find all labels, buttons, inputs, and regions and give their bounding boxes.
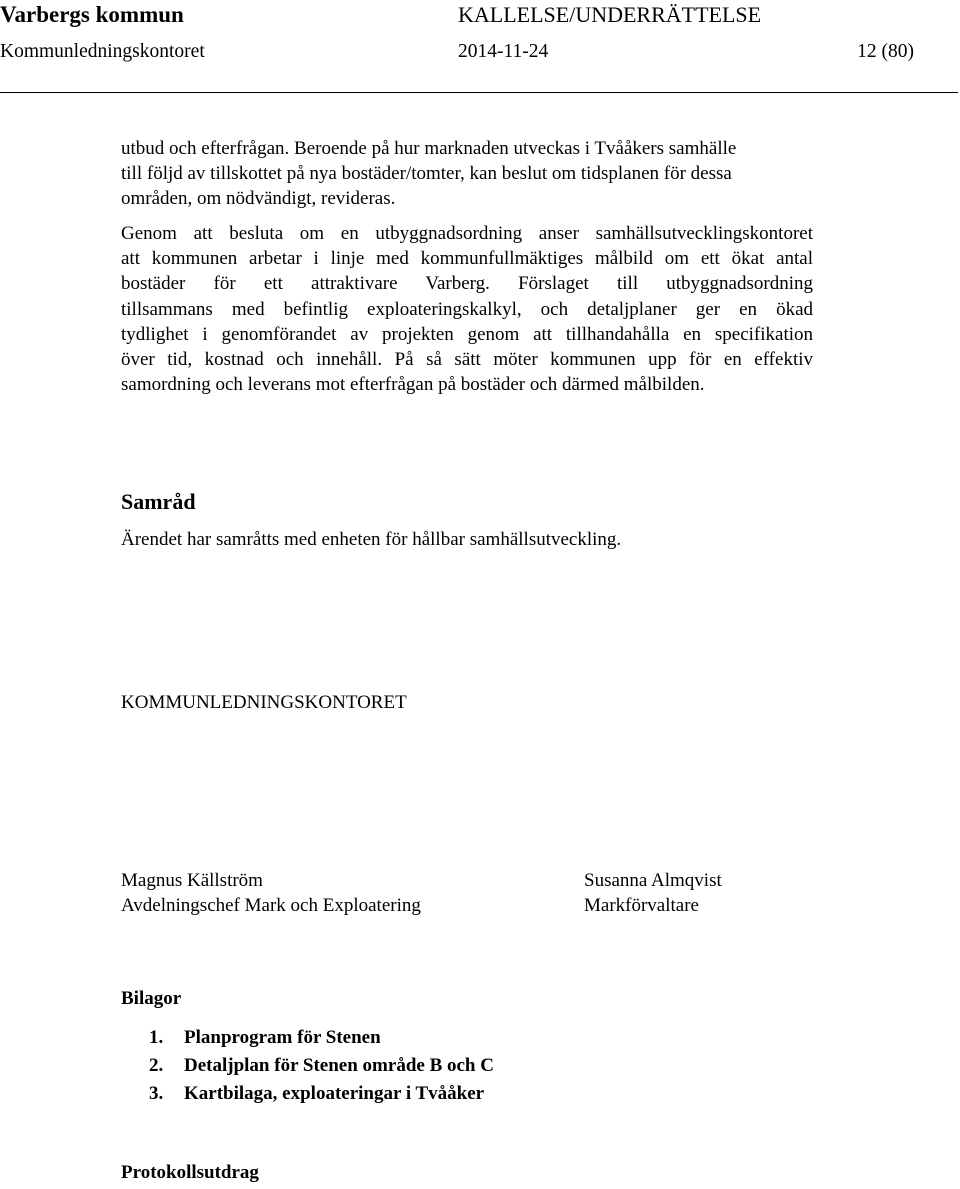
paragraph-line: Genom att besluta om en utbyggnadsordning anser samhällsutvecklingskontoret [121, 223, 813, 244]
paragraph-line: områden, om nödvändigt, revideras. [121, 188, 396, 210]
signatory-left-name: Magnus Källström [121, 870, 263, 891]
paragraph-line: tydlighet i genomförandet av projekten genom att tillhandahålla en specifikation [121, 323, 813, 345]
paragraph-line: att kommunen arbetar i linje med kommunfullmäktiges målbild om ett ökat antal [121, 248, 813, 270]
document-type: KALLELSE/UNDERRÄTTELSE [458, 2, 762, 27]
attachment-label: Kartbilaga, exploateringar i Tvååker [184, 1083, 485, 1104]
attachment-label: Detaljplan för Stenen område B och C [184, 1055, 494, 1076]
signatory-right-title: Markförvaltare [584, 895, 699, 916]
attachment-number: 2. [149, 1055, 164, 1076]
document-date: 2014-11-24 [458, 41, 549, 62]
paragraph-line: utbud och efterfrågan. Beroende på hur marknaden utveckas i Tvååkers samhälle [121, 138, 737, 159]
header-divider [0, 92, 958, 93]
office-name: KOMMUNLEDNINGSKONTORET [121, 692, 407, 713]
attachment-label: Planprogram för Stenen [184, 1027, 381, 1048]
samrad-heading: Samråd [121, 489, 196, 514]
attachment-item [149, 1052, 494, 1080]
paragraph-line: bostäder för ett attraktivare Varberg. Förslaget till utbyggnadsordning [121, 273, 813, 295]
attachments-heading: Bilagor [121, 988, 182, 1009]
signatory-right-name: Susanna Almqvist [584, 870, 722, 891]
signatory-left-title: Avdelningschef Mark och Exploatering [121, 895, 421, 916]
paragraph-line: till följd av tillskottet på nya bostäder/tomter, kan beslut om tidsplanen för dessa [121, 163, 732, 185]
attachment-item [149, 1080, 494, 1108]
protocol-heading: Protokollsutdrag [121, 1162, 259, 1183]
attachment-item [149, 1024, 494, 1052]
attachment-number: 3. [149, 1083, 164, 1104]
paragraph-line: över tid, kostnad och innehåll. På så sätt möter kommunen upp för en effektiv [121, 349, 813, 371]
department-name: Kommunledningskontoret [0, 41, 205, 62]
samrad-text: Ärendet har samråtts med enheten för hållbar samhällsutveckling. [121, 529, 622, 550]
organization-name: Varbergs kommun [0, 2, 184, 27]
paragraph-line: tillsammans med befintlig exploateringskalkyl, och detaljplaner ger en ökad [121, 298, 813, 320]
attachments-list [149, 1024, 494, 1108]
body-paragraph-1 [121, 136, 736, 212]
body-paragraph-2 [121, 221, 813, 397]
page-number: 12 (80) [857, 41, 914, 62]
attachment-number: 1. [149, 1027, 164, 1048]
paragraph-line: samordning och leverans mot efterfrågan på bostäder och därmed målbilden. [121, 374, 705, 396]
